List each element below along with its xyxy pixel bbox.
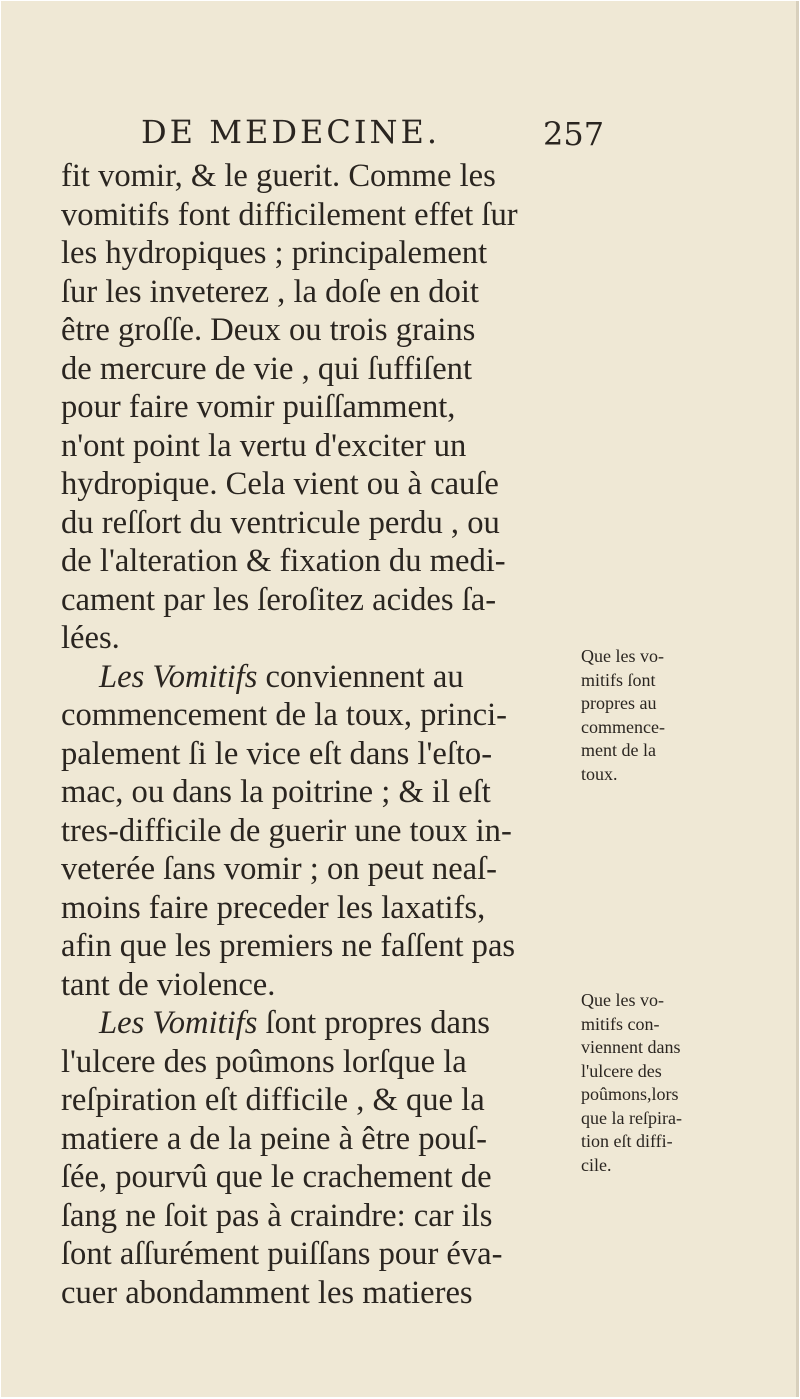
text-line: afin que les premiers ne faſſent pas [61,928,516,964]
margin-note-line: cile. [581,1154,612,1175]
margin-note-line: tion eſt diffi- [581,1131,673,1151]
page-number: 257 [543,115,605,153]
margin-note-line: mitifs con- [581,1013,660,1034]
margin-note-line: poûmons,lors [581,1084,679,1104]
text-line: tres-difficile de guerir une toux in- [61,812,512,849]
text-line: fit vomir, & le guerit. Comme les [61,158,496,194]
text-line: l'ulcere des poûmons lorſque la [61,1043,467,1080]
paragraph-start-line [61,1004,581,1043]
margin-note-line: que la reſpira- [581,1107,682,1128]
margin-note-line: Que les vo- [581,646,664,666]
text-line: de l'alteration & fixation du medi- [61,543,506,579]
text-line: cament par les ſeroſitez acides ſa- [61,581,497,618]
running-title: DE MEDECINE. [141,113,440,151]
text-line: ſur les inveterez , la doſe en doit [61,273,479,310]
margin-note-line: viennent dans [581,1037,681,1057]
text-line: matiere a de la peine à être pouſ- [61,1120,487,1157]
text-line: de mercure de vie , qui ſuffiſent [61,350,472,387]
text-line: mac, ou dans la poitrine ; & il eſt [61,774,491,810]
text-line: commencement de la toux, princi- [61,697,507,733]
margin-note-line: mitifs ſont [581,669,656,690]
text-line: du reſſort du ventricule perdu , ou [61,504,500,541]
text-fragment: ſont propres dans [265,1005,490,1041]
book-page [1,1,799,1397]
text-line: cuer abondamment les matieres [61,1274,473,1311]
text-line: vomitifs font difficilement effet ſur [61,196,518,233]
text-line: lées. [61,620,120,656]
margin-note-emetics-cough [581,645,731,786]
text-line: palement ſi le vice eſt dans l'eſto- [61,735,493,772]
text-line: les hydropiques ; principalement [61,235,488,271]
text-fragment: conviennent au [265,658,464,695]
margin-note-line: commence- [581,716,665,737]
text-line: pour faire vomir puiſſamment, [61,389,456,425]
text-line: tant de violence. [61,966,276,1003]
margin-note-emetics-ulcer [581,989,731,1177]
text-line: ſang ne ſoit pas à craindre: car ils [61,1197,493,1234]
text-line: hydropique. Cela vient ou à cauſe [61,466,499,502]
text-line: moins faire preceder les laxatifs, [61,889,486,926]
text-line: reſpiration eſt difficile , & que la [61,1082,485,1118]
margin-note-line: l'ulcere des [581,1060,662,1081]
text-line: veterée ſans vomir ; on peut neaſ- [61,851,498,887]
margin-note-line: toux. [581,763,618,784]
text-line: n'ont point la vertu d'exciter un [61,427,467,464]
italic-lead: Les Vomitifs [99,658,258,695]
margin-note-line: Que les vo- [581,990,664,1010]
paragraph-start-line [61,658,581,697]
text-line: être groſſe. Deux ou trois grains [61,312,476,348]
margin-note-line: propres au [581,693,657,713]
main-text-block [61,157,581,1312]
text-line: ſont aſſurément puiſſans pour éva- [61,1236,503,1272]
margin-note-line: ment de la [581,740,656,760]
text-line: ſée, pourvû que le crachement de [61,1159,492,1195]
italic-lead: Les Vomitifs [99,1005,258,1041]
